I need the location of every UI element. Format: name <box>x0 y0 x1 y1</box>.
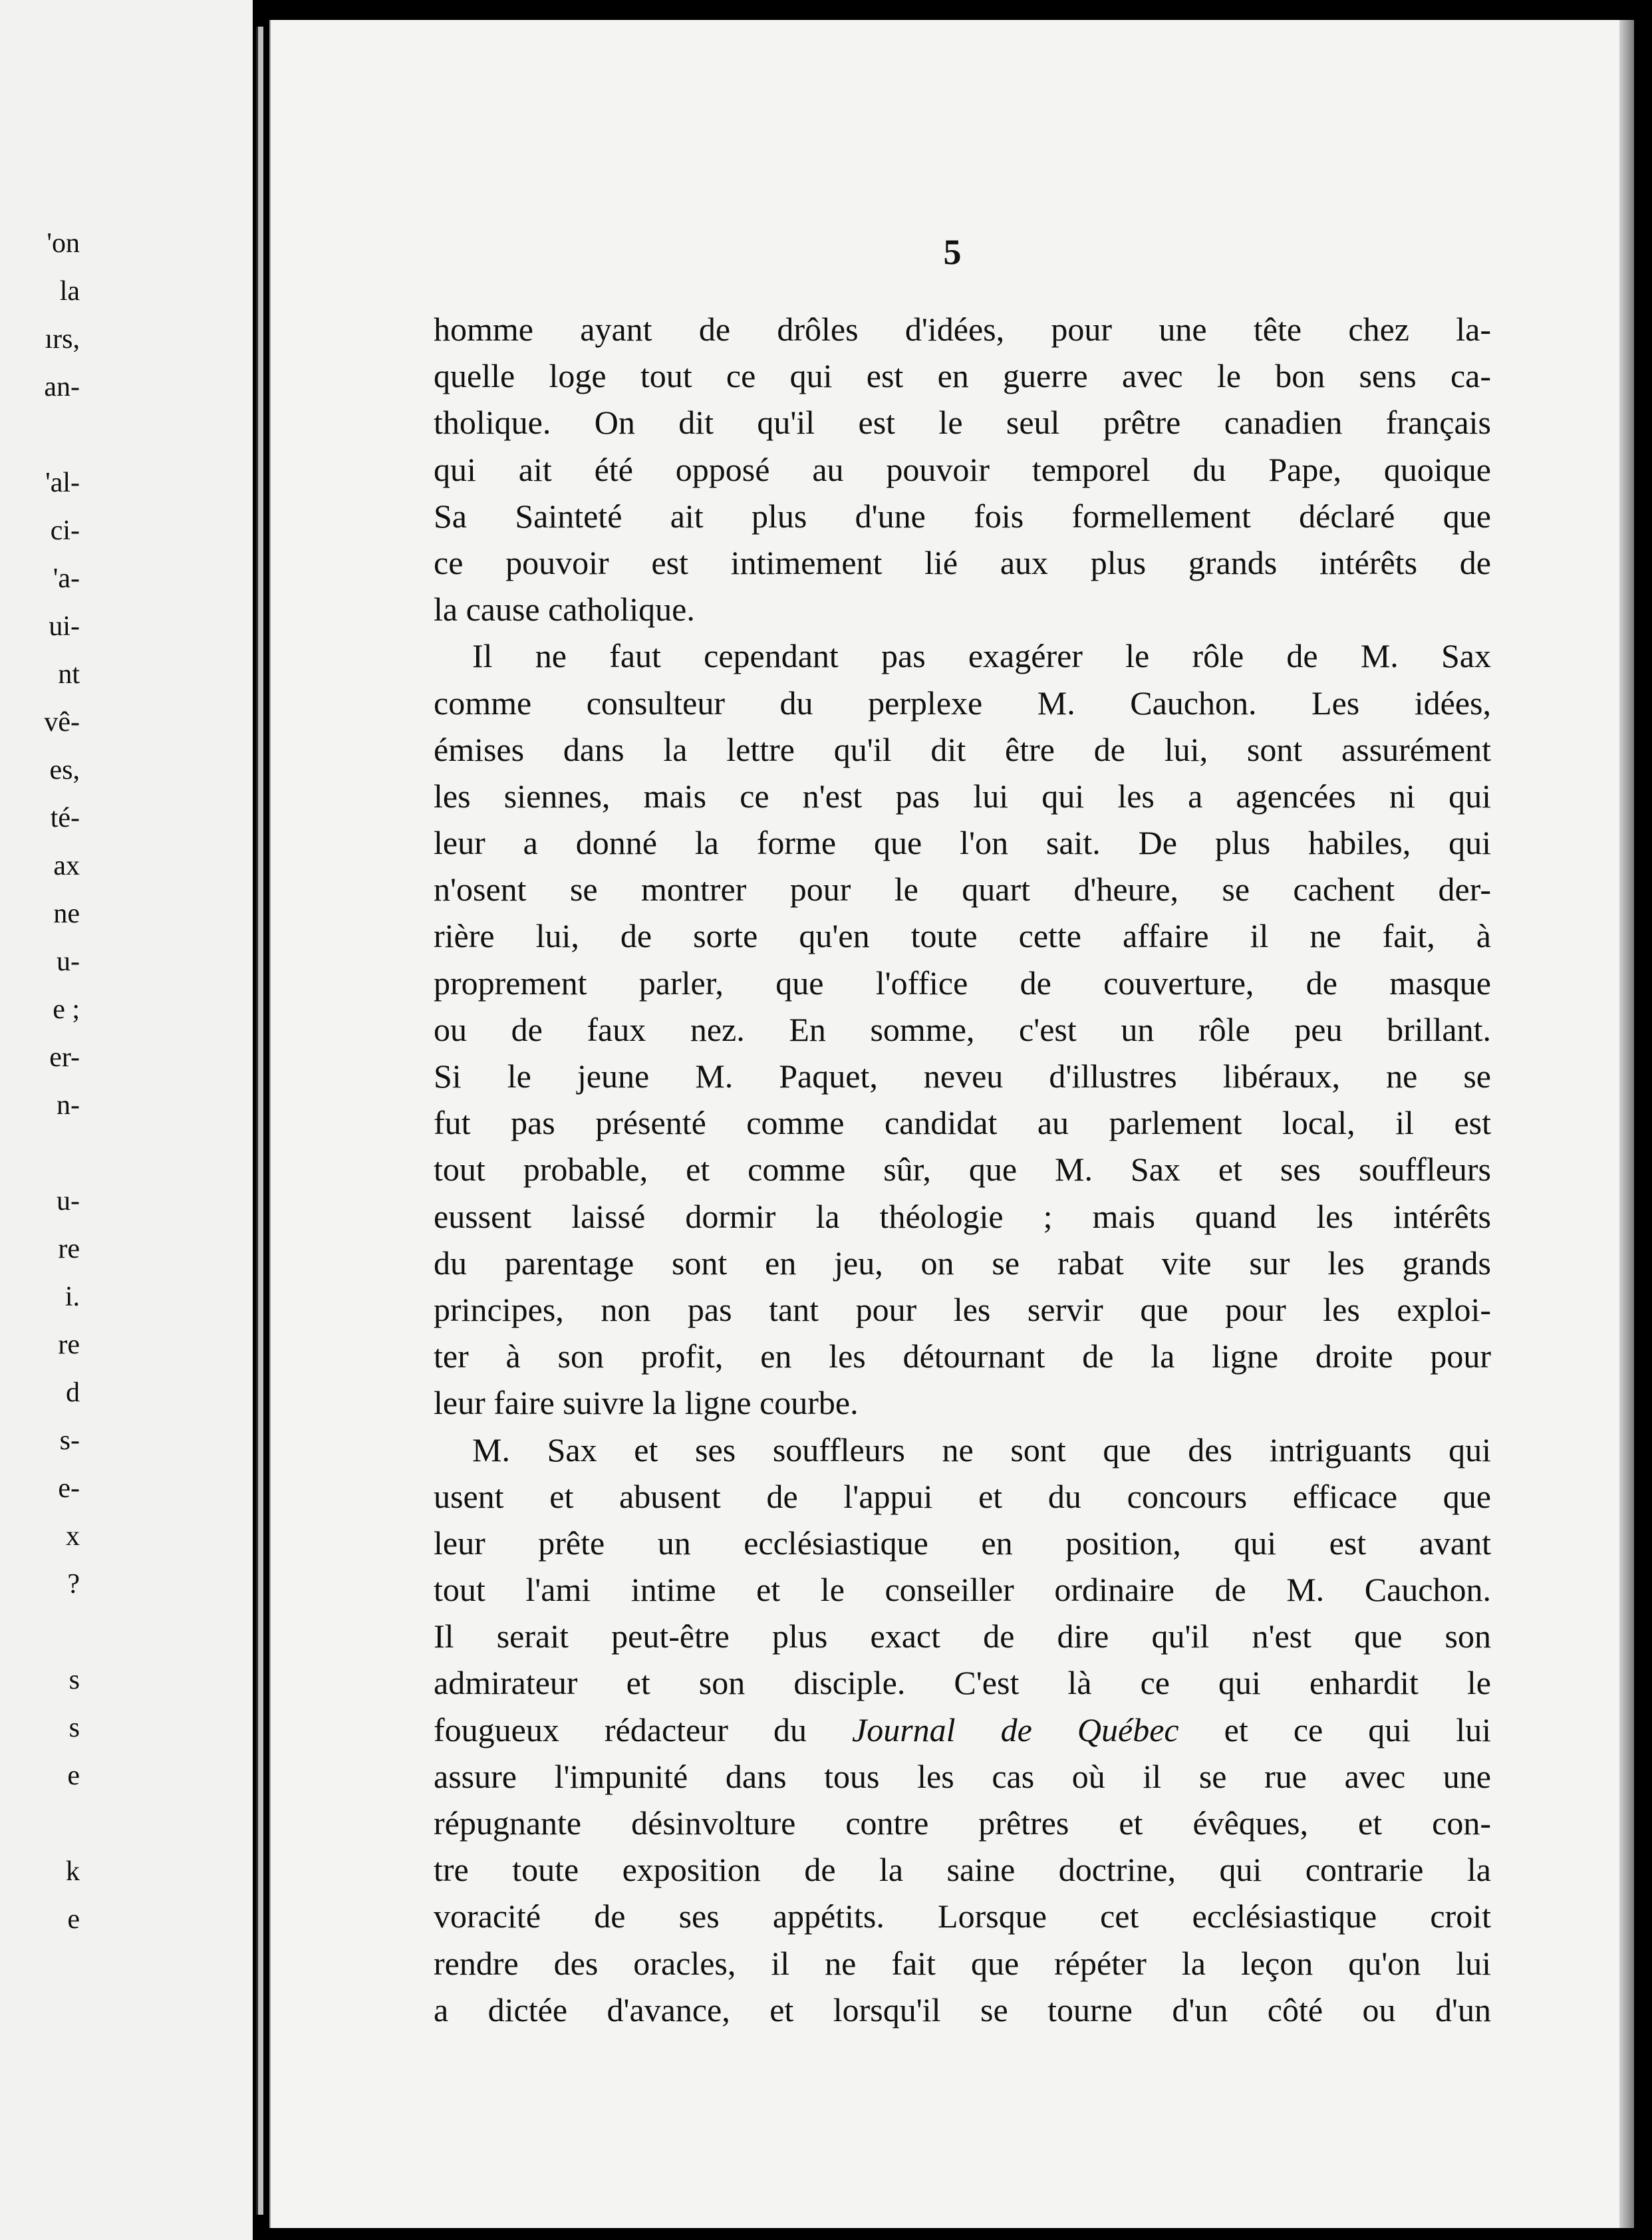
text-line: n'osent se montrer pour le quart d'heure, se cachent der- <box>434 871 1491 909</box>
line-ending: x <box>66 1521 80 1552</box>
text-line-with-italic <box>434 1707 1491 1753</box>
text-segment: et ce qui lui <box>1224 1711 1492 1749</box>
text-line: rière lui, de sorte qu'en toute cette affaire il ne fait, à <box>434 917 1491 955</box>
previous-page-line-endings <box>0 219 80 1943</box>
text-line: tout probable, et comme sûr, que M. Sax et ses souffleurs <box>434 1151 1491 1189</box>
line-ending: u- <box>57 1186 80 1216</box>
line-ending: ui- <box>49 611 80 642</box>
text-line: a dictée d'avance, et lorsqu'il se tourne d'un côté ou d'un <box>434 1991 1491 2029</box>
line-ending: té- <box>50 803 80 833</box>
text-line: leur prête un ecclésiastique en position, qui est avant <box>434 1524 1491 1562</box>
text-line: usent et abusent de l'appui et du concours efficace que <box>434 1477 1491 1515</box>
text-line: ou de faux nez. En somme, c'est un rôle peu brillant. <box>434 1010 1491 1048</box>
text-line: Il ne faut cependant pas exagérer le rôle de M. Sax <box>472 637 1491 675</box>
page-edge-shadow <box>1619 20 1634 2228</box>
text-line: assure l'impunité dans tous les cas où il se rue avec une <box>434 1757 1491 1795</box>
text-line: eussent laissé dormir la théologie ; mais quand les intérêts <box>434 1197 1491 1235</box>
book-page <box>269 20 1634 2228</box>
previous-page-fragment <box>0 0 253 2240</box>
line-ending: er- <box>49 1042 80 1073</box>
text-line: leur faire suivre la ligne courbe. <box>434 1384 859 1422</box>
line-ending: 'al- <box>45 468 80 498</box>
line-ending: e ; <box>53 994 80 1025</box>
text-line: Sa Sainteté ait plus d'une fois formellement déclaré que <box>434 497 1491 535</box>
line-ending: re <box>58 1330 80 1360</box>
text-line: comme consulteur du perplexe M. Cauchon. Les idées, <box>434 684 1491 722</box>
text-line: proprement parler, que l'office de couverture, de masque <box>434 964 1491 1002</box>
line-ending: k <box>66 1856 80 1887</box>
line-ending: u- <box>57 946 80 977</box>
text-line: fut pas présenté comme candidat au parlement local, il est <box>434 1104 1491 1142</box>
text-line: ter à son profit, en les détournant de la ligne droite pour <box>434 1337 1491 1375</box>
text-line: les siennes, mais ce n'est pas lui qui les a agencées ni qui <box>434 777 1491 815</box>
page-number: 5 <box>943 232 962 272</box>
line-ending: re <box>58 1234 80 1264</box>
text-line: admirateur et son disciple. C'est là ce qui enhardit le <box>434 1664 1491 1702</box>
line-ending: an- <box>44 372 80 402</box>
text-line: leur a donné la forme que l'on sait. De plus habiles, qui <box>434 824 1491 862</box>
line-ending: vê- <box>44 707 80 738</box>
line-ending: ırs, <box>45 324 80 354</box>
line-ending: 'on <box>47 228 80 259</box>
line-ending: 'a- <box>53 563 80 594</box>
line-ending: i. <box>65 1282 80 1312</box>
line-ending: s <box>69 1713 80 1743</box>
text-line: la cause catholique. <box>434 591 695 629</box>
text-line: voracité de ses appétits. Lorsque cet ecclésiastique croit <box>434 1897 1491 1935</box>
line-ending: ne <box>53 899 80 929</box>
text-line: principes, non pas tant pour les servir que pour les exploi- <box>434 1290 1491 1328</box>
text-line: tout l'ami intime et le conseiller ordinaire de M. Cauchon. <box>434 1571 1491 1609</box>
journal-title: Journal de Québec <box>852 1711 1179 1749</box>
line-ending: s <box>69 1665 80 1695</box>
text-line: du parentage sont en jeu, on se rabat vite sur les grands <box>434 1244 1491 1282</box>
line-ending: e <box>67 1904 80 1935</box>
line-ending: es, <box>49 755 80 785</box>
line-ending <box>0 1608 80 1656</box>
line-ending <box>0 1800 80 1848</box>
text-line: Si le jeune M. Paquet, neveu d'illustres libéraux, ne se <box>434 1057 1491 1095</box>
line-ending: nt <box>58 659 80 690</box>
line-ending: n- <box>57 1090 80 1121</box>
text-line: Il serait peut-être plus exact de dire qu'il n'est que son <box>434 1617 1491 1655</box>
line-ending: e- <box>58 1473 80 1504</box>
line-ending: ? <box>67 1569 80 1600</box>
text-line: tre toute exposition de la saine doctrine, qui contrarie la <box>434 1851 1491 1889</box>
line-ending: e <box>67 1760 80 1791</box>
text-line: répugnante désinvolture contre prêtres et évêques, et con- <box>434 1804 1491 1842</box>
text-segment: fougueux rédacteur du <box>434 1711 807 1749</box>
text-line: quelle loge tout ce qui est en guerre avec le bon sens ca- <box>434 357 1491 395</box>
line-ending: la <box>59 276 80 307</box>
line-ending <box>0 411 80 459</box>
text-line: rendre des oracles, il ne fait que répéter la leçon qu'on lui <box>434 1944 1491 1982</box>
text-line: M. Sax et ses souffleurs ne sont que des intriguants qui <box>472 1431 1491 1469</box>
line-ending <box>0 1129 80 1177</box>
page-body-text <box>434 306 1491 2033</box>
line-ending: d <box>66 1377 80 1408</box>
line-ending: ci- <box>50 515 80 546</box>
line-ending: s- <box>59 1425 80 1456</box>
text-line: qui ait été opposé au pouvoir temporel du Pape, quoique <box>434 450 1491 488</box>
text-line: émises dans la lettre qu'il dit être de lui, sont assurément <box>434 730 1491 768</box>
text-line: homme ayant de drôles d'idées, pour une tête chez la- <box>434 311 1491 348</box>
text-line: ce pouvoir est intimement lié aux plus grands intérêts de <box>434 543 1491 581</box>
line-ending: ax <box>53 851 80 881</box>
text-line: tholique. On dit qu'il est le seul prêtre canadien français <box>434 404 1491 442</box>
book-gutter <box>256 27 263 2215</box>
